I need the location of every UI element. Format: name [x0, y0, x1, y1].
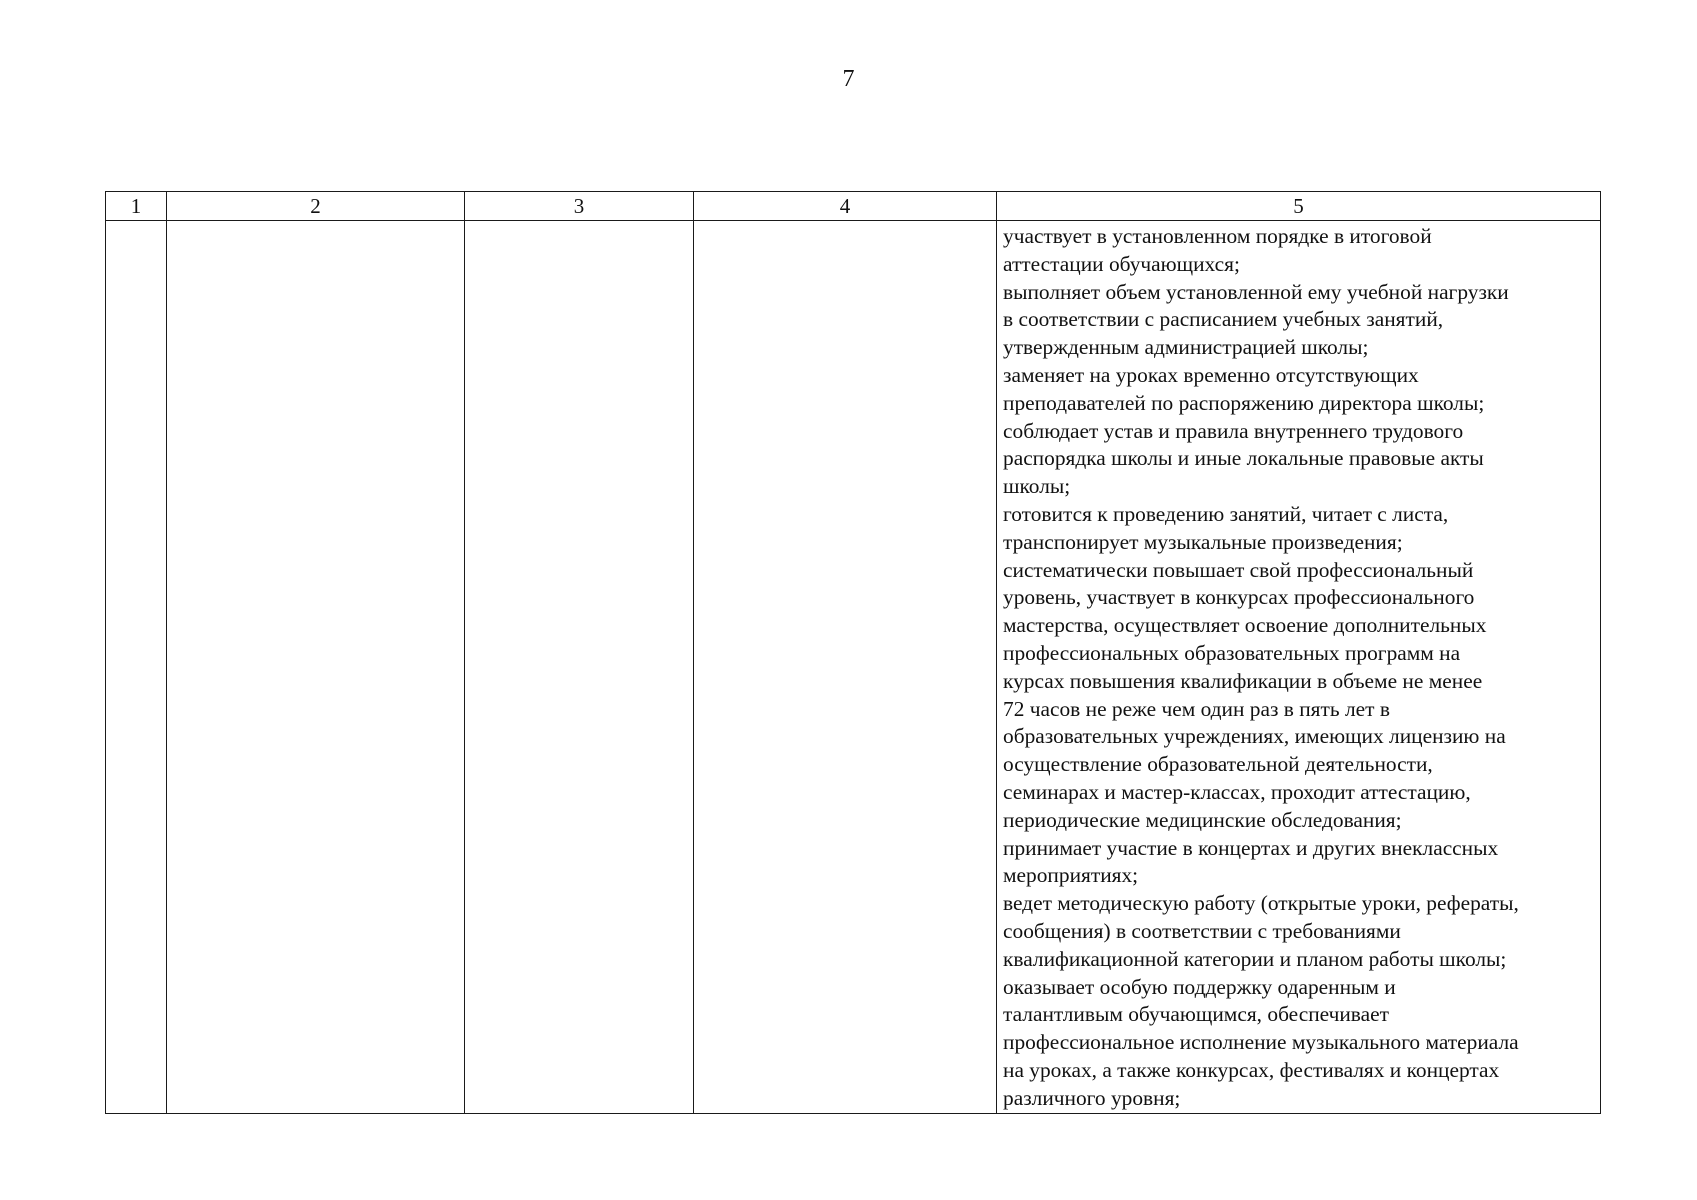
column-header-4: 4 [694, 192, 997, 221]
text-line: оказывает особую поддержку одаренным и [1003, 974, 1396, 999]
text-line: транспонирует музыкальные произведения; [1003, 529, 1403, 554]
text-line: профессиональных образовательных программ на [1003, 640, 1461, 665]
text-line: утвержденным администрацией школы; [1003, 335, 1369, 360]
text-line: систематически повышает свой профессиональный [1003, 557, 1474, 582]
table-header-row [106, 192, 1601, 221]
cell-col-5 [997, 221, 1601, 1114]
column-header-3: 3 [465, 192, 694, 221]
page-number: 7 [842, 66, 855, 92]
text-line: аттестации обучающихся; [1003, 251, 1240, 276]
text-line: школы; [1003, 474, 1071, 499]
cell-col-3 [465, 221, 694, 1114]
text-line: преподавателей по распоряжению директора школы; [1003, 390, 1485, 415]
text-line: семинарах и мастер-классах, проходит аттестацию, [1003, 779, 1471, 804]
text-line: различного уровня; [1003, 1085, 1181, 1110]
table-row [106, 221, 1601, 1114]
text-line: профессиональное исполнение музыкального материала [1003, 1030, 1519, 1055]
text-line: ведет методическую работу (открытые уроки, рефераты, [1003, 891, 1519, 916]
text-line: в соответствии с расписанием учебных занятий, [1003, 307, 1444, 332]
text-line: заменяет на уроках временно отсутствующих [1003, 362, 1419, 387]
cell-col-2 [167, 221, 465, 1114]
column-header-5: 5 [997, 192, 1601, 221]
text-line: уровень, участвует в конкурсах профессионального [1003, 585, 1475, 610]
text-line: квалификационной категории и планом работы школы; [1003, 946, 1507, 971]
text-line: участвует в установленном порядке в итоговой [1003, 224, 1432, 248]
text-line: сообщения) в соответствии с требованиями [1003, 918, 1401, 943]
cell-col-4 [694, 221, 997, 1114]
duties-text [997, 221, 1600, 1113]
text-line: принимает участие в концертах и других внеклассных [1003, 835, 1499, 860]
text-line: на уроках, а также конкурсах, фестивалях и концертах [1003, 1057, 1500, 1082]
text-line: готовится к проведению занятий, читает с листа, [1003, 501, 1449, 526]
cell-col-1 [106, 221, 167, 1114]
text-line: выполняет объем установленной ему учебной нагрузки [1003, 279, 1509, 304]
column-header-2: 2 [167, 192, 465, 221]
text-line: мастерства, осуществляет освоение дополнительных [1003, 613, 1487, 638]
text-line: 72 часов не реже чем один раз в пять лет в [1003, 696, 1390, 721]
column-header-1: 1 [106, 192, 167, 221]
text-line: периодические медицинские обследования; [1003, 807, 1402, 832]
text-line: соблюдает устав и правила внутреннего трудового [1003, 418, 1464, 443]
text-line: осуществление образовательной деятельности, [1003, 752, 1433, 777]
duties-table [105, 191, 1601, 1114]
text-line: образовательных учреждениях, имеющих лицензию на [1003, 724, 1506, 749]
text-line: распорядка школы и иные локальные правовые акты [1003, 446, 1484, 471]
text-line: мероприятиях; [1003, 863, 1139, 888]
text-line: курсах повышения квалификации в объеме не менее [1003, 668, 1483, 693]
text-line: талантливым обучающимся, обеспечивает [1003, 1002, 1389, 1027]
